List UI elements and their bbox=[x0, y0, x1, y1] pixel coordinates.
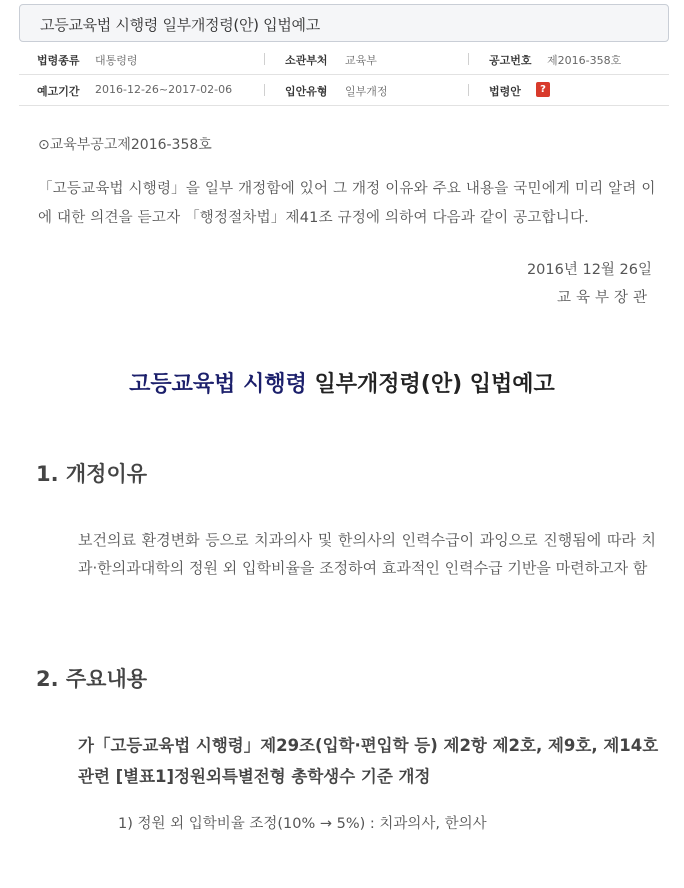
period-value: 2016-12-26~2017-02-06 bbox=[95, 83, 233, 96]
section-1-title: 1. 개정이유 bbox=[36, 462, 148, 486]
law-type-label: 법령종류 bbox=[37, 54, 80, 67]
notice-number: ⊙교육부공고제2016-358호 bbox=[38, 137, 212, 153]
info-row-2 bbox=[19, 75, 669, 106]
notice-no-label: 공고번호 bbox=[489, 54, 532, 67]
proposal-type-label: 입안유형 bbox=[285, 85, 328, 98]
section-1-text: 보건의료 환경변화 등으로 치과의사 및 한의사의 인력수급이 과잉으로 진행됨에 따라 치과·한의과대학의 정원 외 입학비율을 조정하여 효과적인 인력수급 기반을 마련하고자 함 bbox=[78, 531, 656, 577]
document-title bbox=[0, 367, 684, 398]
ministry-value: 교육부 bbox=[345, 54, 377, 67]
section-2-item: 1) 정원 외 입학비율 조정(10% → 5%) : 치과의사, 한의사 bbox=[118, 816, 487, 832]
signer: 교육부장관 bbox=[556, 290, 652, 306]
notice-no-value: 제2016-358호 bbox=[547, 54, 622, 67]
law-type-value: 대통령령 bbox=[95, 54, 138, 67]
period-label: 예고기간 bbox=[37, 85, 80, 98]
ministry-label: 소관부처 bbox=[285, 54, 328, 67]
divider bbox=[468, 53, 469, 65]
document-download-icon[interactable]: ? bbox=[536, 82, 550, 97]
page-header bbox=[19, 4, 669, 42]
divider bbox=[264, 84, 265, 96]
info-row-1 bbox=[19, 44, 669, 75]
divider bbox=[468, 84, 469, 96]
notice-date: 2016년 12월 26일 bbox=[526, 262, 652, 278]
intro-paragraph: 「고등교육법 시행령」을 일부 개정함에 있어 그 개정 이유와 주요 내용을 국민에게 미리 알려 이에 대한 의견을 듣고자 「행정절차법」제41조 규정에 의하여 다음과 같이 공고합니다. bbox=[38, 181, 656, 226]
divider bbox=[264, 53, 265, 65]
document-title-rest: 일부개정령(안) 입법예고 bbox=[306, 372, 555, 397]
document-title-highlight: 고등교육법 시행령 bbox=[129, 372, 307, 397]
section-2-subheading: 가「고등교육법 시행령」제29조(입학·편입학 등) 제2항 제2호, 제9호, 제14호 관련 [별표1]정원외특별전형 총학생수 기준 개정 bbox=[78, 736, 659, 786]
info-table bbox=[19, 44, 669, 106]
page-title: 고등교육법 시행령 일부개정령(안) 입법예고 bbox=[40, 16, 320, 34]
section-2-title: 2. 주요내용 bbox=[36, 667, 148, 691]
bill-label: 법령안 bbox=[489, 85, 521, 98]
proposal-type-value: 일부개정 bbox=[345, 85, 388, 98]
